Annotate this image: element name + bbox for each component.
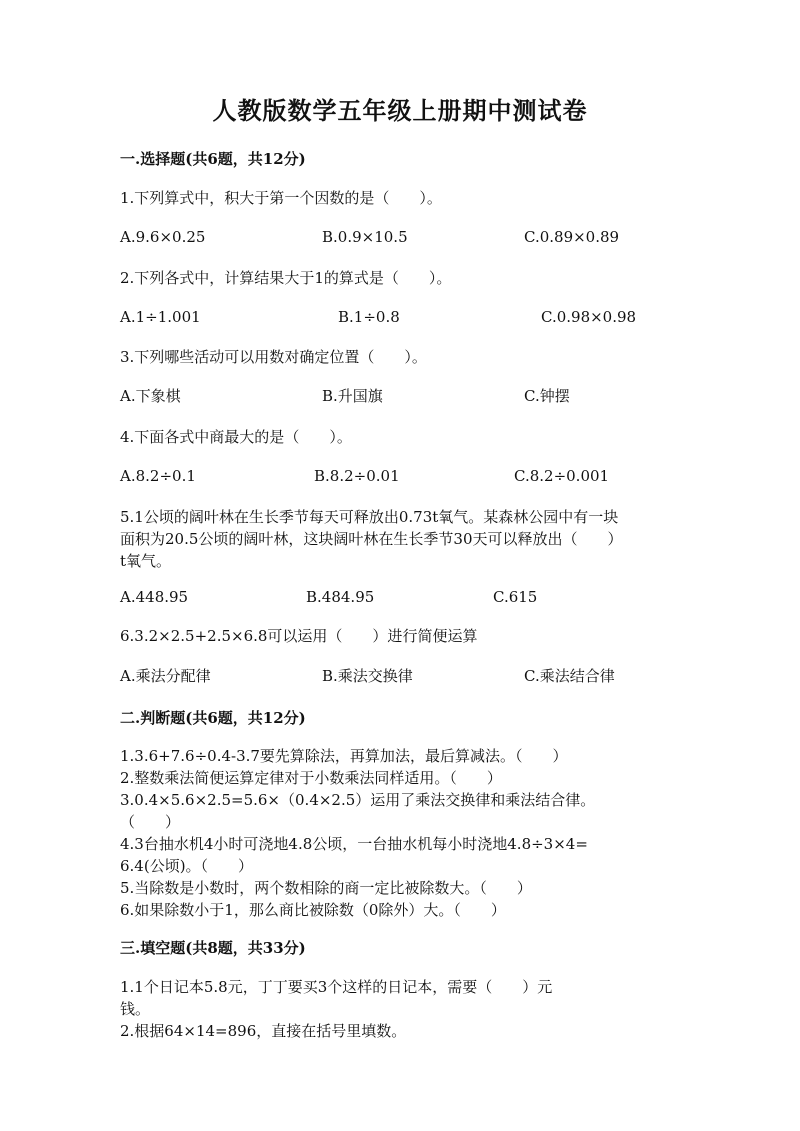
option-b: B.乘法交换律 bbox=[322, 667, 413, 685]
question-text-line3: t氧气。 bbox=[120, 552, 172, 570]
section-heading-judgement: 二.判断题(共6题，共12分) bbox=[120, 709, 306, 727]
section-heading-fill: 三.填空题(共8题，共33分) bbox=[120, 939, 306, 957]
question-text: 4.下面各式中商最大的是（ ）。 bbox=[120, 428, 352, 446]
option-a: A.9.6×0.25 bbox=[120, 228, 206, 246]
option-b: B.0.9×10.5 bbox=[322, 228, 408, 246]
option-a: A.1÷1.001 bbox=[120, 308, 201, 326]
option-a: A.8.2÷0.1 bbox=[120, 467, 196, 485]
section-heading-choice: 一.选择题(共6题，共12分) bbox=[120, 150, 306, 168]
option-c: C.0.89×0.89 bbox=[524, 228, 620, 246]
question-text-line2: 面积为20.5公顷的阔叶林，这块阔叶林在生长季节30天可以释放出（ ） bbox=[120, 530, 623, 548]
question-text-line1: 5.1公顷的阔叶林在生长季节每天可释放出0.73t氧气。某森林公园中有一块 bbox=[120, 508, 619, 526]
fill-line: 钱。 bbox=[120, 1000, 151, 1018]
option-a: A.乘法分配律 bbox=[120, 667, 211, 685]
fill-line: 2.根据64×14=896，直接在括号里填数。 bbox=[120, 1022, 407, 1040]
judgement-line: 1.3.6+7.6÷0.4-3.7要先算除法，再算加法，最后算减法。（ ） bbox=[120, 747, 568, 765]
option-c: C.615 bbox=[493, 588, 538, 606]
judgement-line: 2.整数乘法简便运算定律对于小数乘法同样适用。（ ） bbox=[120, 769, 502, 787]
option-a: A.448.95 bbox=[120, 588, 189, 606]
option-b: B.1÷0.8 bbox=[338, 308, 400, 326]
judgement-line: 6.如果除数小于1，那么商比被除数（0除外）大。（ ） bbox=[120, 901, 506, 919]
page-title: 人教版数学五年级上册期中测试卷 bbox=[212, 96, 588, 125]
option-c: C.8.2÷0.001 bbox=[514, 467, 610, 485]
judgement-line: 6.4(公顷)。（ ） bbox=[120, 857, 254, 875]
option-c: C.乘法结合律 bbox=[524, 667, 615, 685]
option-a: A.下象棋 bbox=[120, 387, 181, 405]
question-text: 2.下列各式中，计算结果大于1的算式是（ ）。 bbox=[120, 269, 452, 287]
option-b: B.8.2÷0.01 bbox=[314, 467, 400, 485]
judgement-line: 5.当除数是小数时，两个数相除的商一定比被除数大。（ ） bbox=[120, 879, 532, 897]
option-c: C.0.98×0.98 bbox=[541, 308, 637, 326]
judgement-line: 3.0.4×5.6×2.5=5.6×（0.4×2.5）运用了乘法交换律和乘法结合律。 bbox=[120, 791, 596, 809]
question-text: 3.下列哪些活动可以用数对确定位置（ ）。 bbox=[120, 348, 427, 366]
option-c: C.钟摆 bbox=[524, 387, 570, 405]
question-text: 1.下列算式中，积大于第一个因数的是（ ）。 bbox=[120, 189, 442, 207]
option-b: B.升国旗 bbox=[322, 387, 383, 405]
judgement-line: （ ） bbox=[120, 813, 181, 831]
question-text: 6.3.2×2.5+2.5×6.8可以运用（ ）进行简便运算 bbox=[120, 627, 478, 645]
judgement-line: 4.3台抽水机4小时可浇地4.8公顷，一台抽水机每小时浇地4.8÷3×4= bbox=[120, 835, 588, 853]
option-b: B.484.95 bbox=[306, 588, 375, 606]
fill-line: 1.1个日记本5.8元，丁丁要买3个这样的日记本，需要（ ）元 bbox=[120, 978, 553, 996]
